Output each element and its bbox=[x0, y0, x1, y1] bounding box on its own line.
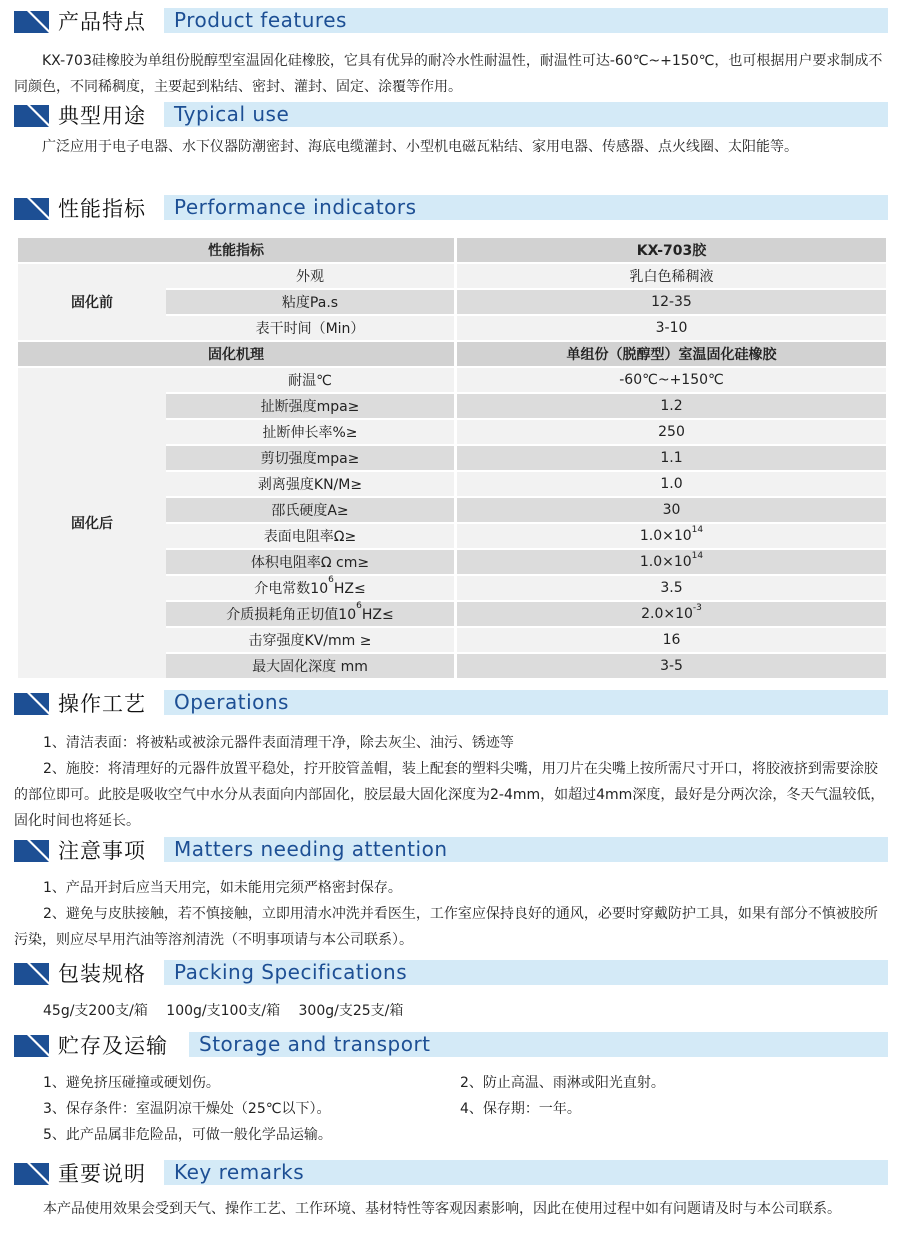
property-name: 外观 bbox=[166, 264, 454, 288]
value-base: 1.0×10 bbox=[639, 554, 692, 570]
section-header bbox=[14, 102, 888, 130]
value-exponent: -3 bbox=[692, 603, 702, 613]
storage-item-5: 5、此产品属非危险品，可做一般化学品运输。 bbox=[43, 1127, 332, 1143]
table-header-row bbox=[18, 238, 886, 262]
name-pre: 介质损耗角正切值10 bbox=[226, 607, 357, 623]
storage-item-2: 2、防止高温、雨淋或阳光直射。 bbox=[460, 1075, 665, 1091]
section-marker-icon bbox=[14, 8, 49, 34]
section-marker-icon bbox=[14, 690, 49, 716]
section-title-en: Matters needing attention bbox=[174, 837, 448, 861]
section-marker-icon bbox=[14, 1032, 49, 1058]
name-exponent: 6 bbox=[328, 575, 334, 585]
section-typical-use bbox=[14, 102, 888, 160]
section-title-en: Operations bbox=[174, 690, 289, 714]
storage-item-1: 1、避免挤压碰撞或硬划伤。 bbox=[43, 1075, 220, 1091]
use-text: 广泛应用于电子电器、水下仪器防潮密封、海底电缆灌封、小型机电磁瓦粘结、家用电器、传感器、点火线圈、太阳能等。 bbox=[42, 139, 798, 155]
packing-text: 45g/支200支/箱 100g/支100支/箱 300g/支25支/箱 bbox=[43, 1003, 404, 1019]
property-name: 粘度Pa.s bbox=[166, 290, 454, 314]
table-row bbox=[18, 264, 886, 288]
section-header bbox=[14, 1160, 888, 1188]
property-name: 表干时间（Min） bbox=[166, 316, 454, 340]
property-name bbox=[166, 576, 454, 600]
section-header bbox=[14, 8, 888, 36]
section-marker-icon bbox=[14, 195, 49, 221]
section-title-band bbox=[164, 960, 888, 985]
property-name: 击穿强度KV/mm ≥ bbox=[166, 628, 454, 652]
section-marker-icon bbox=[14, 102, 49, 128]
section-title-zh: 重要说明 bbox=[58, 1162, 146, 1186]
section-product-features bbox=[14, 8, 888, 100]
section-title-en: Key remarks bbox=[174, 1160, 305, 1184]
section-title-en: Performance indicators bbox=[174, 195, 417, 219]
section-title-en: Product features bbox=[174, 8, 347, 32]
section-key-remarks bbox=[14, 1160, 888, 1222]
section-title-zh: 产品特点 bbox=[58, 10, 146, 34]
section-title-band bbox=[164, 8, 888, 33]
section-header bbox=[14, 195, 888, 223]
attention-item-1: 1、产品开封后应当天用完，如未能用完须严格密封保存。 bbox=[43, 880, 402, 896]
section-title-band bbox=[164, 690, 888, 715]
table-header-label: 固化机理 bbox=[18, 342, 454, 366]
name-post: HZ≤ bbox=[333, 581, 366, 597]
property-name: 最大固化深度 mm bbox=[166, 654, 454, 678]
property-name bbox=[166, 602, 454, 626]
section-marker-icon bbox=[14, 960, 49, 986]
section-header bbox=[14, 1032, 888, 1060]
property-name: 扯断伸长率%≥ bbox=[166, 420, 454, 444]
section-packing bbox=[14, 960, 888, 1024]
section-title-band bbox=[164, 195, 888, 220]
property-value: 乳白色稀稠液 bbox=[457, 264, 886, 288]
table-header-label: 性能指标 bbox=[18, 238, 454, 262]
table-row bbox=[18, 368, 886, 392]
property-value bbox=[457, 550, 886, 574]
section-header bbox=[14, 837, 888, 865]
property-value: 16 bbox=[457, 628, 886, 652]
section-title-zh: 包装规格 bbox=[58, 962, 146, 986]
operations-step-2: 2、施胶：将清理好的元器件放置平稳处，拧开胶管盖帽，装上配套的塑料尖嘴，用刀片在尖嘴上按所需尺寸开口，将胶液挤到需要涂胶的部位即可。此胶是吸收空气中水分从表面向内部固化，胶层最大固化深度为2-4mm，如超过4mm深度，最好是分两次涂，冬天气温较低，固化时间也将延长。 bbox=[14, 761, 885, 829]
section-title-en: Typical use bbox=[174, 102, 290, 126]
features-text: KX-703硅橡胶为单组份脱醇型室温固化硅橡胶，它具有优异的耐冷水性耐温性，耐温性可达-60℃~+150℃，也可根据用户要求制成不同颜色，不同稀稠度，主要起到粘结、密封、灌封、固定、涂覆等作用。 bbox=[14, 53, 883, 95]
property-name: 表面电阻率Ω≥ bbox=[166, 524, 454, 548]
storage-row bbox=[14, 1096, 888, 1122]
property-value: 3-5 bbox=[457, 654, 886, 678]
name-exponent: 6 bbox=[356, 601, 362, 611]
property-name: 剪切强度mpa≥ bbox=[166, 446, 454, 470]
property-value: 3-10 bbox=[457, 316, 886, 340]
storage-row bbox=[14, 1122, 888, 1148]
value-base: 1.0×10 bbox=[639, 528, 692, 544]
property-name: 剥离强度KN/M≥ bbox=[166, 472, 454, 496]
value-exponent: 14 bbox=[691, 525, 704, 535]
attention-item-2: 2、避免与皮肤接触，若不慎接触，立即用清水冲洗并看医生，工作室应保持良好的通风，必要时穿戴防护工具，如果有部分不慎被胶所污染，则应尽早用汽油等溶剂清洗（不明事项请与本公司联系）。 bbox=[14, 906, 878, 948]
group-label-after: 固化后 bbox=[18, 368, 166, 678]
section-title-band bbox=[164, 837, 888, 862]
property-value: 30 bbox=[457, 498, 886, 522]
property-name: 邵氏硬度A≥ bbox=[166, 498, 454, 522]
property-value: 1.1 bbox=[457, 446, 886, 470]
value-base: 2.0×10 bbox=[641, 606, 693, 622]
section-marker-icon bbox=[14, 837, 49, 863]
property-value: 1.0 bbox=[457, 472, 886, 496]
group-label-before: 固化前 bbox=[18, 264, 166, 340]
property-value: 1.2 bbox=[457, 394, 886, 418]
property-value bbox=[457, 524, 886, 548]
property-name: 耐温℃ bbox=[166, 368, 454, 392]
section-performance bbox=[14, 195, 888, 223]
section-title-zh: 性能指标 bbox=[58, 197, 146, 221]
section-operations bbox=[14, 690, 888, 834]
property-name: 体积电阻率Ω cm≥ bbox=[166, 550, 454, 574]
section-title-zh: 注意事项 bbox=[58, 839, 146, 863]
property-value: 3.5 bbox=[457, 576, 886, 600]
storage-item-3: 3、保存条件：室温阴凉干燥处（25℃以下）。 bbox=[43, 1101, 331, 1117]
section-attention bbox=[14, 837, 888, 953]
section-title-band bbox=[164, 1160, 888, 1185]
section-header bbox=[14, 960, 888, 988]
section-storage bbox=[14, 1032, 888, 1148]
section-header bbox=[14, 690, 888, 718]
property-name: 扯断强度mpa≥ bbox=[166, 394, 454, 418]
operations-step-1: 1、清洁表面：将被粘或被涂元器件表面清理干净，除去灰尘、油污、锈迹等 bbox=[43, 735, 514, 751]
section-title-en: Packing Specifications bbox=[174, 960, 408, 984]
name-post: HZ≤ bbox=[361, 607, 394, 623]
section-title-band bbox=[189, 1032, 888, 1057]
performance-table bbox=[18, 236, 886, 680]
property-value bbox=[457, 602, 886, 626]
value-exponent: 14 bbox=[691, 551, 704, 561]
section-title-zh: 贮存及运输 bbox=[58, 1034, 168, 1058]
property-value: -60℃~+150℃ bbox=[457, 368, 886, 392]
property-value: 12-35 bbox=[457, 290, 886, 314]
name-pre: 介电常数10 bbox=[254, 581, 329, 597]
section-title-en: Storage and transport bbox=[199, 1032, 431, 1056]
storage-row bbox=[14, 1070, 888, 1096]
table-header-value: 单组份（脱醇型）室温固化硅橡胶 bbox=[457, 342, 886, 366]
remarks-text: 本产品使用效果会受到天气、操作工艺、工作环境、基材特性等客观因素影响，因此在使用过程中如有问题请及时与本公司联系。 bbox=[43, 1201, 841, 1217]
property-value: 250 bbox=[457, 420, 886, 444]
section-marker-icon bbox=[14, 1160, 49, 1186]
table-header-row bbox=[18, 342, 886, 366]
section-title-zh: 典型用途 bbox=[58, 104, 146, 128]
table-header-value: KX-703胶 bbox=[457, 238, 886, 262]
section-title-zh: 操作工艺 bbox=[58, 692, 146, 716]
storage-item-4: 4、保存期：一年。 bbox=[460, 1101, 581, 1117]
section-title-band bbox=[164, 102, 888, 127]
